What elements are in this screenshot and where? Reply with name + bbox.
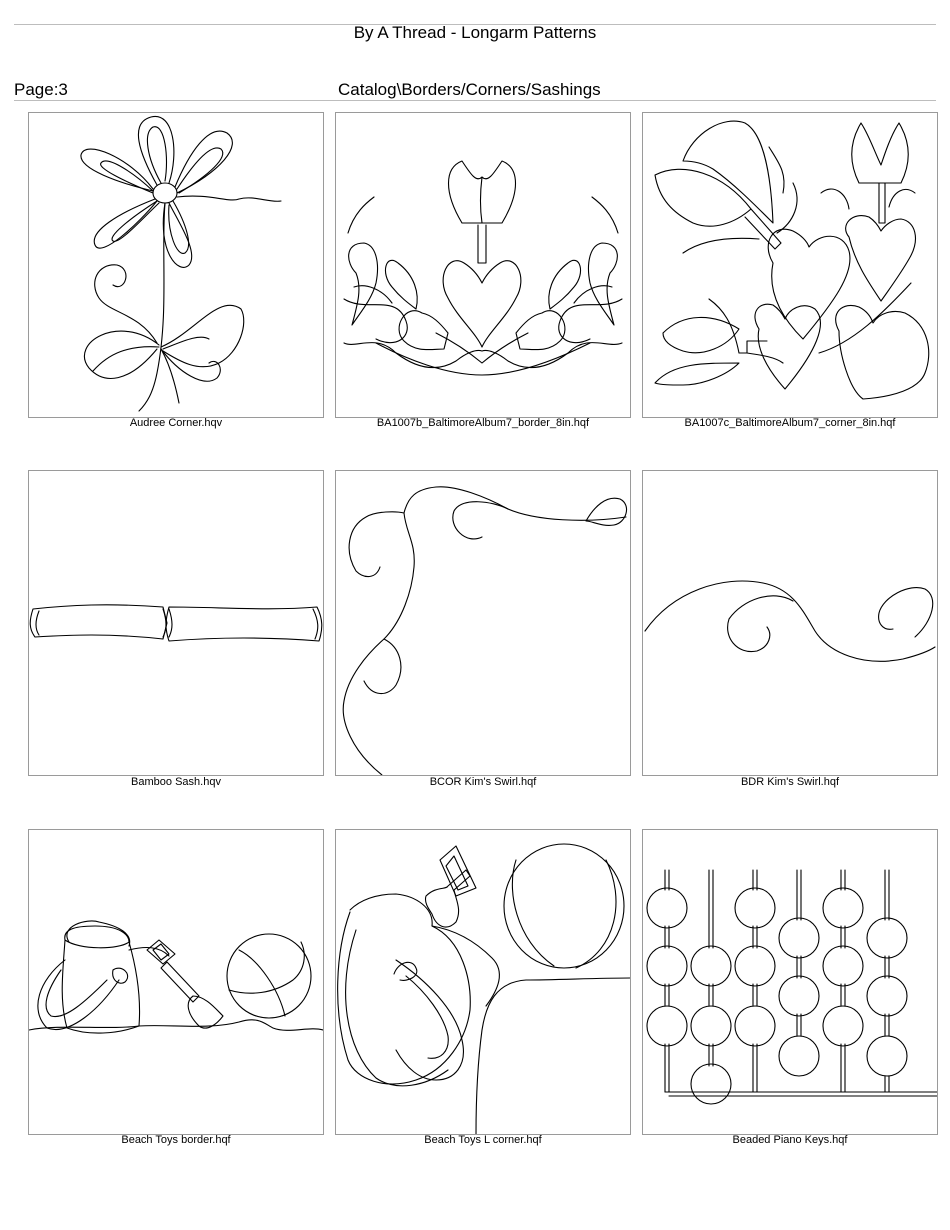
tulip-heart-border-icon xyxy=(336,113,630,417)
flower-corner-icon xyxy=(29,113,323,417)
pattern-thumbnail-beach-toys-l-corner[interactable] xyxy=(335,829,631,1135)
pattern-caption: BA1007b_BaltimoreAlbum7_border_8in.hqf xyxy=(376,417,590,429)
beach-toys-corner-icon xyxy=(336,830,630,1134)
pattern-thumbnail-bcor-kims-swirl[interactable] xyxy=(335,470,631,776)
page-number: Page:3 xyxy=(14,80,68,99)
beach-toys-border-icon xyxy=(29,830,323,1134)
pattern-thumbnail-beaded-piano-keys[interactable] xyxy=(642,829,938,1135)
swirl-border-icon xyxy=(643,471,937,775)
pattern-caption: Bamboo Sash.hqv xyxy=(131,776,221,788)
bamboo-sash-icon xyxy=(29,471,323,775)
page-rule xyxy=(14,100,936,101)
pattern-caption: Beach Toys L corner.hqf xyxy=(424,1134,542,1146)
beaded-piano-keys-icon xyxy=(643,830,937,1134)
pattern-thumbnail-beach-toys-border[interactable] xyxy=(28,829,324,1135)
pattern-thumbnail-ba1007c[interactable] xyxy=(642,112,938,418)
pattern-thumbnail-bdr-kims-swirl[interactable] xyxy=(642,470,938,776)
pattern-caption: BA1007c_BaltimoreAlbum7_corner_8in.hqf xyxy=(684,417,896,429)
swirl-corner-icon xyxy=(336,471,630,775)
pattern-caption: Audree Corner.hqv xyxy=(129,417,223,429)
pattern-thumbnail-ba1007b[interactable] xyxy=(335,112,631,418)
pattern-caption: BDR Kim's Swirl.hqf xyxy=(740,776,840,788)
pattern-thumbnail-bamboo-sash[interactable] xyxy=(28,470,324,776)
pattern-thumbnail-audree-corner[interactable] xyxy=(28,112,324,418)
pattern-caption: Beaded Piano Keys.hqf xyxy=(732,1134,848,1146)
pattern-caption: BCOR Kim's Swirl.hqf xyxy=(429,776,537,788)
document-title: By A Thread - Longarm Patterns xyxy=(353,23,597,42)
catalog-path: Catalog\Borders/Corners/Sashings xyxy=(338,80,601,99)
tulip-heart-corner-icon xyxy=(643,113,937,417)
pattern-caption: Beach Toys border.hqf xyxy=(121,1134,231,1146)
